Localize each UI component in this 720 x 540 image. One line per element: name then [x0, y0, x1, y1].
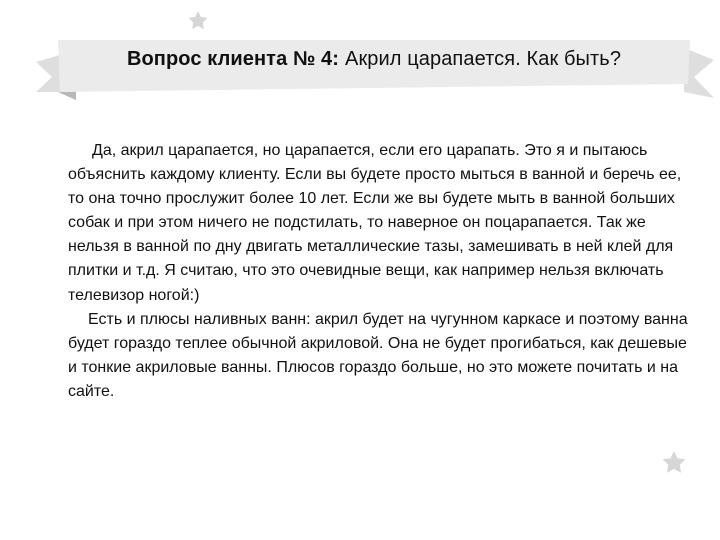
title-text: Акрил царапается. Как быть? [345, 47, 622, 70]
paragraph: Есть и плюсы наливных ванн: акрил будет на чугунном каркасе и поэтому ванна будет гораздо теплее обычной акриловой. Она не будет прогибаться, как дешевые и тонкие акриловые ванны. Плюсов гораздо больше, но это можете почитать и на сайте. [68, 310, 688, 400]
paragraph: Да, акрил царапается, но царапается, если его царапать. Это я и пытаюсь объяснить каждому клиенту. Если вы будете просто мыться в ванной и беречь ее, то она точно прослужит более 10 лет. Если же вы будете мыть в ванной больших собак и при этом ничего не подстилать, то наверное он поцарапается. Так же нельзя в ванной по дну двигать металлические тазы, замешивать в ней клей для плитки и т.д. Я считаю, что это очевидные вещи, как например нельзя включать телевизор ногой:) [68, 142, 682, 304]
title-banner [0, 0, 720, 140]
star-icon [189, 11, 208, 29]
ribbon-left-fold [58, 92, 76, 100]
title-prefix: Вопрос клиента № 4: [126, 47, 339, 70]
page-title [60, 38, 688, 80]
answer-text [68, 139, 688, 404]
star-icon [659, 448, 689, 478]
